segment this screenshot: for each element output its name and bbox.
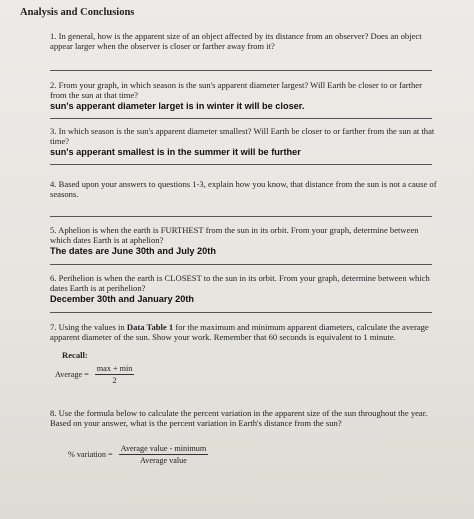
answer-line-3 <box>50 164 432 165</box>
variation-denominator: Average value <box>139 456 187 465</box>
variation-formula <box>68 444 208 465</box>
question-5 <box>50 225 438 256</box>
answer-line-5 <box>50 264 432 265</box>
question-7 <box>50 322 438 342</box>
question-7-table-ref: Data Table 1 <box>126 322 174 332</box>
question-1-text: 1. In general, how is the apparent size of an object affected by its distance from an observer? Does an object appear larger when the observer is closer or farther away from it? <box>50 31 422 51</box>
variation-formula-label: % variation = <box>68 450 113 459</box>
question-5-text: 5. Aphelion is when the earth is FURTHEST from the sun in its orbit. From your graph, determine between which dates Earth is at aphelion? <box>50 225 419 245</box>
question-6 <box>50 273 438 304</box>
answer-line-4 <box>50 216 432 217</box>
question-5-answer: The dates are June 30th and July 20th <box>50 246 216 256</box>
variation-fraction <box>119 444 209 465</box>
question-4-text: 4. Based upon your answers to questions 1-3, explain how you know, that distance from the sun is not a cause of seasons. <box>50 179 437 199</box>
question-7-text-prefix: 7. Using the values in <box>50 322 127 332</box>
question-8-text: 8. Use the formula below to calculate the percent variation in the apparent size of the sun throughout the year. Based on your answer, what is the percent variation in Earth's distance from the sun? <box>50 408 428 428</box>
answer-line-2 <box>50 118 432 119</box>
question-2-answer: sun's apperant diameter larget is in winter it will be closer. <box>50 101 305 111</box>
average-denominator: 2 <box>112 376 117 385</box>
recall-label: Recall: <box>62 350 88 360</box>
question-6-text: 6. Perihelion is when the earth is CLOSEST to the sun in its orbit. From your graph, determine between which dates Earth is at perihelion? <box>50 273 430 293</box>
answer-line-6 <box>50 312 432 313</box>
question-3-answer: sun's apperant smallest is in the summer it will be further <box>50 147 301 157</box>
average-formula <box>55 364 134 385</box>
question-3-text: 3. In which season is the sun's apparent diameter smallest? Will Earth be closer to or farther from the sun at that time? <box>50 126 435 146</box>
answer-line-1 <box>50 70 432 71</box>
question-7-text-suffix: for the maximum and minimum apparent diameters, calculate the average apparent diameter of the sun. Show your work. Remember that 60 seconds is equivalent to 1 minute. <box>50 322 429 342</box>
question-4 <box>50 179 438 199</box>
question-2 <box>50 80 438 111</box>
question-8 <box>50 408 438 428</box>
section-title: Analysis and Conclusions <box>20 7 135 18</box>
question-6-answer: December 30th and January 20th <box>50 294 194 304</box>
question-2-text: 2. From your graph, in which season is the sun's apparent diameter largest? Will Earth be closer to or farther from the sun at that time? <box>50 80 422 100</box>
question-3 <box>50 126 438 157</box>
question-1 <box>50 31 438 51</box>
average-fraction <box>95 364 135 385</box>
average-numerator: max + min <box>96 364 133 373</box>
average-formula-label: Average = <box>55 370 89 379</box>
variation-numerator: Average value - minimum <box>120 444 207 453</box>
